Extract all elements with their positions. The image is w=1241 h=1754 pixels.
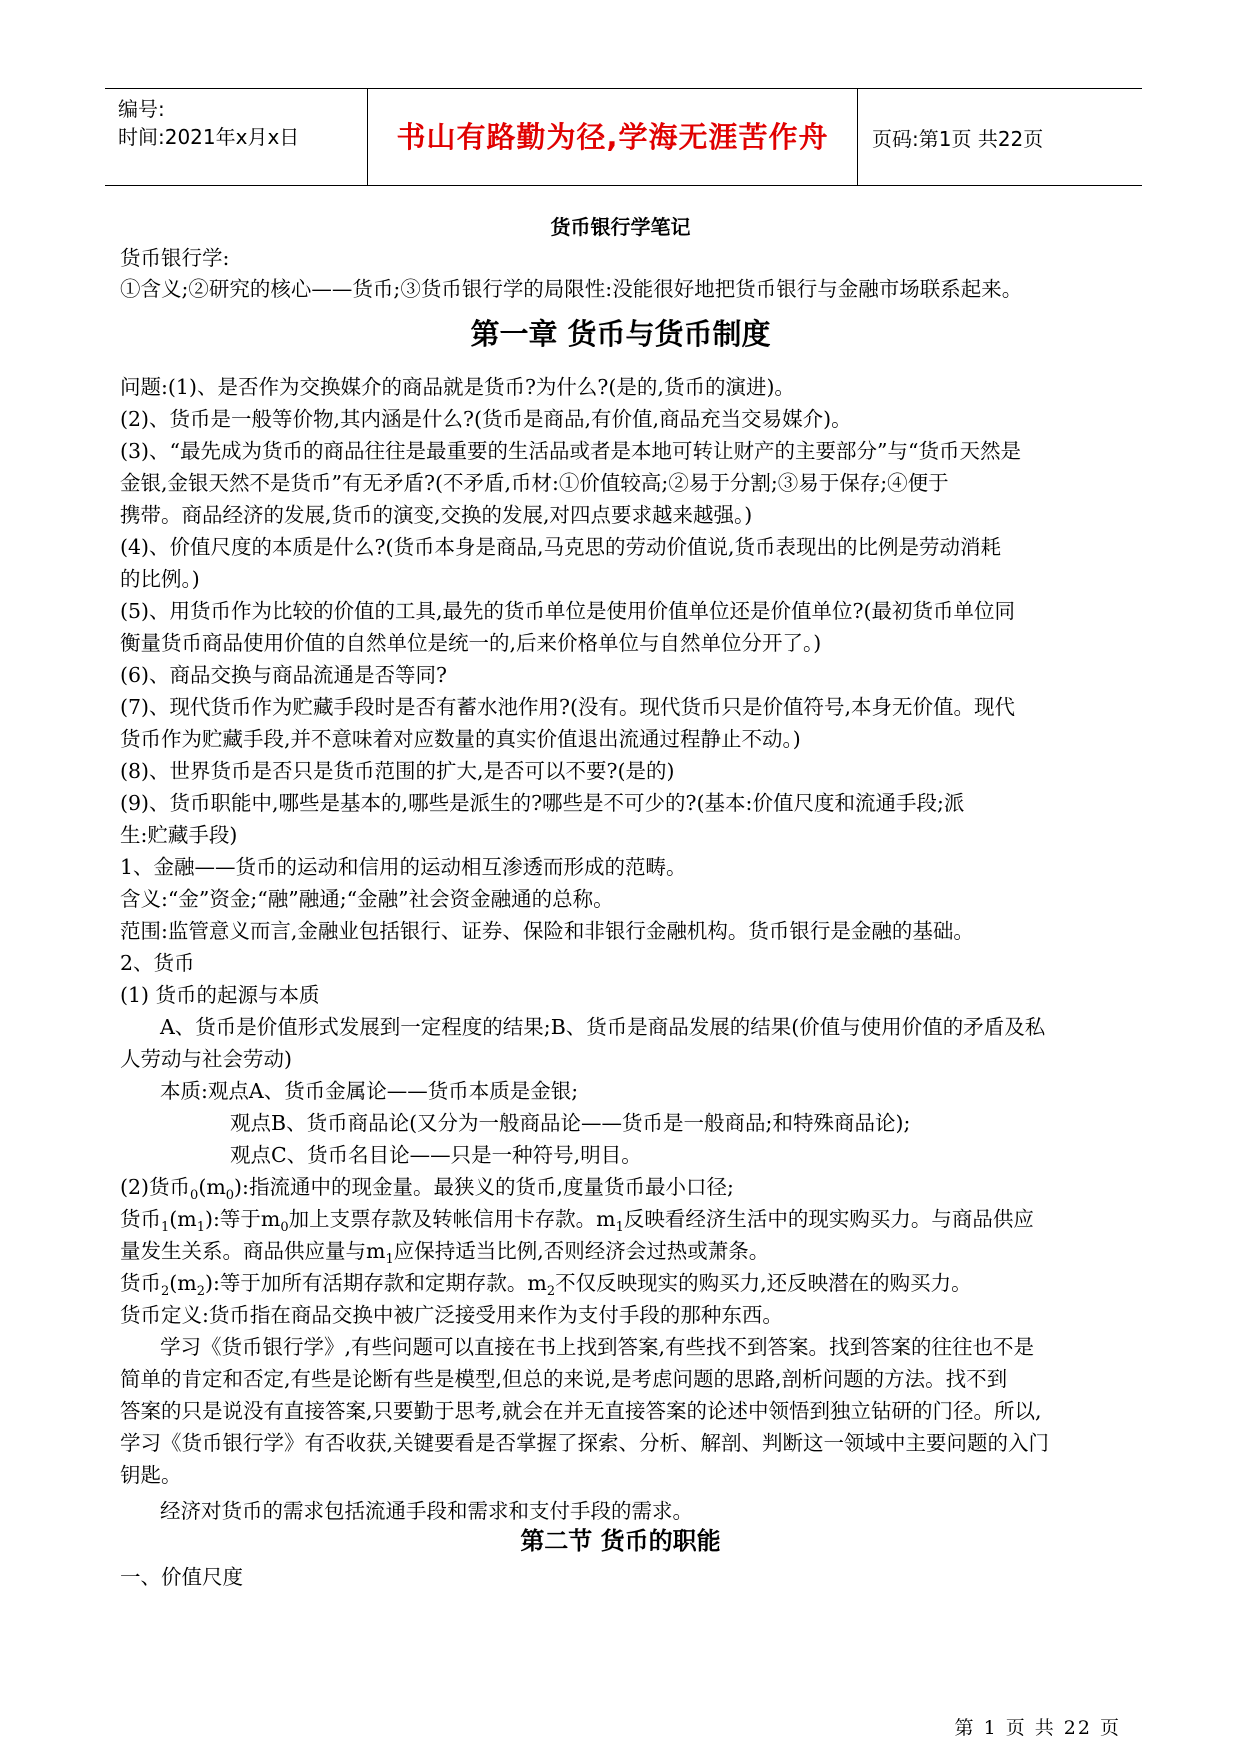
question-line: (9)、货币职能中,哪些是基本的,哪些是派生的?哪些是不可少的?(基本:价值尺度和流通手段;派: [120, 791, 965, 815]
m1-text: 货币: [120, 1207, 161, 1231]
m1-subscript: 1: [615, 1220, 624, 1236]
question-line: (4)、价值尺度的本质是什么?(货币本身是商品,马克思的劳动价值说,货币表现出的比例是劳动消耗: [120, 535, 1002, 559]
m1-subscript: 1: [385, 1252, 394, 1268]
page-footer: 第 1 页 共 22 页: [954, 1717, 1121, 1739]
m0-text: (2)货币: [120, 1175, 191, 1199]
m0-subscript: 0: [190, 1188, 199, 1204]
section-title: 第二节 货币的职能: [520, 1526, 721, 1555]
page-number-label: 页码:第1页 共22页: [872, 127, 1044, 151]
question-line: 生:贮藏手段): [120, 823, 238, 847]
origin-line: 人劳动与社会劳动): [120, 1047, 292, 1071]
m1-subscript: 1: [196, 1220, 205, 1236]
document-title: 货币银行学笔记: [550, 215, 691, 239]
m1-text: 加上支票存款及转帐信用卡存款。m: [288, 1207, 616, 1231]
essence-line: 观点B、货币商品论(又分为一般商品论——货币是一般商品;和特殊商品论);: [230, 1111, 911, 1135]
page-header: [105, 88, 1142, 186]
m1-text: (m: [169, 1207, 197, 1231]
study-line: 答案的只是说没有直接答案,只要勤于思考,就会在并无直接答案的论述中领悟到独立钻研的门径。所以,: [120, 1399, 1042, 1423]
m1-subscript: 1: [161, 1220, 170, 1236]
question-line: 货币作为贮藏手段,并不意味着对应数量的真实价值退出流通过程静止不动。): [120, 727, 801, 751]
question-line: (8)、世界货币是否只是货币范围的扩大,是否可以不要?(是的): [120, 759, 675, 783]
question-line: (3)、“最先成为货币的商品往往是最重要的生活品或者是本地可转让财产的主要部分”与“货币天然是: [120, 439, 1021, 463]
m1-text: ):等于m: [205, 1207, 281, 1231]
header-right-cell: [858, 89, 1142, 185]
intro-line: ①含义;②研究的核心——货币;③货币银行学的局限性:没能很好地把货币银行与金融市场联系起来。: [120, 277, 1023, 301]
header-center-cell: [368, 89, 858, 185]
question-line: 的比例。): [120, 567, 200, 591]
m1-text: 应保持适当比例,否则经济会过热或萧条。: [393, 1239, 770, 1263]
origin-line: A、货币是价值形式发展到一定程度的结果;B、货币是商品发展的结果(价值与使用价值的矛盾及私: [160, 1015, 1046, 1039]
subsection-title: 一、价值尺度: [120, 1565, 243, 1589]
study-line: 简单的肯定和否定,有些是论断有些是模型,但总的来说,是考虑问题的思路,剖析问题的方法。找不到: [120, 1367, 1008, 1391]
question-line: 携带。商品经济的发展,货币的演变,交换的发展,对四点要求越来越强。): [120, 503, 753, 527]
question-line: (5)、用货币作为比较的价值的工具,最先的货币单位是使用价值单位还是价值单位?(最初货币单位同: [120, 599, 1016, 623]
m1-text: 量发生关系。商品供应量与m: [120, 1239, 386, 1263]
question-line: 问题:(1)、是否作为交换媒介的商品就是货币?为什么?(是的,货币的演进)。: [120, 375, 795, 399]
m2-text: 货币: [120, 1271, 161, 1295]
m2-subscript: 2: [546, 1284, 556, 1300]
essence-line: 观点C、货币名目论——只是一种符号,明目。: [230, 1143, 642, 1167]
question-line: (7)、现代货币作为贮藏手段时是否有蓄水池作用?(没有。现代货币只是价值符号,本身无价值。现代: [120, 695, 1016, 719]
finance-line: 含义:“金”资金;“融”融通;“金融”社会资金融通的总称。: [120, 887, 614, 911]
m2-text: (m: [169, 1271, 197, 1295]
m1-text: 反映看经济生活中的现实购买力。与商品供应: [623, 1207, 1034, 1231]
finance-line: (1) 货币的起源与本质: [120, 983, 320, 1007]
m0-text: (m: [198, 1175, 226, 1199]
m2-text: 不仅反映现实的购买力,还反映潜在的购买力。: [555, 1271, 972, 1295]
question-line: 金银,金银天然不是货币”有无矛盾?(不矛盾,币材:①价值较高;②易于分割;③易于保存;④便于: [120, 471, 949, 495]
header-motto: 书山有路勤为径,学海无涯苦作舟: [396, 120, 829, 154]
chapter-title: 第一章 货币与货币制度: [470, 317, 771, 351]
money-definition: 货币定义:货币指在商品交换中被广泛接受用来作为支付手段的那种东西。: [120, 1303, 783, 1327]
m0-subscript: 0: [225, 1188, 235, 1204]
study-line: 学习《货币银行学》,有些问题可以直接在书上找到答案,有些找不到答案。找到答案的往往也不是: [160, 1335, 1035, 1359]
intro-line: 货币银行学:: [120, 246, 230, 270]
question-line: (6)、商品交换与商品流通是否等同?: [120, 663, 448, 687]
m2-subscript: 2: [161, 1284, 170, 1300]
essence-line: 本质:观点A、货币金属论——货币本质是金银;: [160, 1079, 579, 1103]
finance-line: 1、金融——货币的运动和信用的运动相互渗透而形成的范畴。: [120, 855, 687, 879]
m1-subscript: 0: [280, 1220, 289, 1236]
demand-line: 经济对货币的需求包括流通手段和需求和支付手段的需求。: [160, 1499, 693, 1523]
serial-label: 编号:: [118, 97, 165, 121]
header-left-cell: [105, 89, 368, 185]
study-line: 学习《货币银行学》有否收获,关键要看是否掌握了探索、分析、解剖、判断这一领域中主要问题的入门: [120, 1431, 1050, 1455]
time-label: 时间:2021年x月x日: [118, 125, 300, 149]
m2-text: ):等于加所有活期存款和定期存款。m: [205, 1271, 547, 1295]
question-line: 衡量货币商品使用价值的自然单位是统一的,后来价格单位与自然单位分开了。): [120, 631, 822, 655]
m0-text: ):指流通中的现金量。最狭义的货币,度量货币最小口径;: [234, 1175, 734, 1199]
finance-line: 2、货币: [120, 951, 195, 975]
finance-line: 范围:监管意义而言,金融业包括银行、证券、保险和非银行金融机构。货币银行是金融的基础。: [120, 919, 974, 943]
m2-subscript: 2: [196, 1284, 205, 1300]
study-line: 钥匙。: [120, 1463, 182, 1487]
question-line: (2)、货币是一般等价物,其内涵是什么?(货币是商品,有价值,商品充当交易媒介)。: [120, 407, 852, 431]
